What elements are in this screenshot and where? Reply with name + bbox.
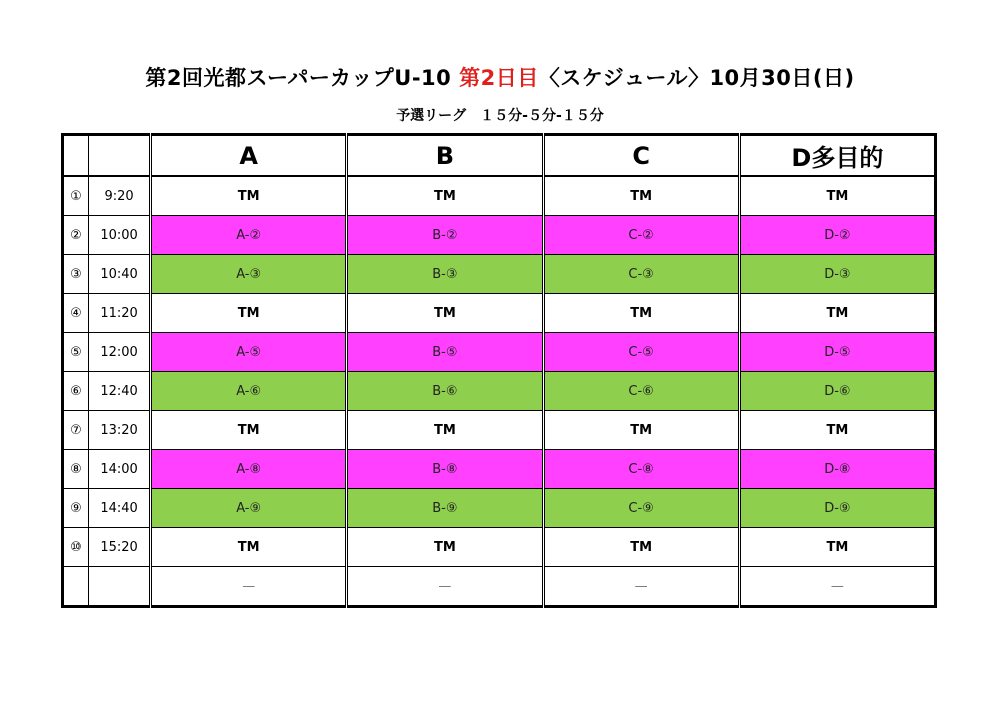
table-row [63,567,936,607]
title-part3: 〈スケジュール〉10月30日(日) [538,66,855,90]
title-day-label: 第2日目 [459,66,539,90]
schedule-cell: A-⑧ [151,450,347,489]
row-number: ② [63,216,89,255]
schedule-cell: A-⑨ [151,489,347,528]
schedule-body [63,176,936,607]
schedule-cell: D-⑥ [739,372,935,411]
schedule-cell: D-⑤ [739,333,935,372]
schedule-cell: — [151,567,347,607]
row-time: 14:40 [89,489,151,528]
schedule-cell: — [347,567,543,607]
header-time [89,135,151,177]
row-number: ⑥ [63,372,89,411]
table-row [63,411,936,450]
schedule-cell: B-⑧ [347,450,543,489]
schedule-cell: TM [543,294,739,333]
schedule-cell: TM [347,411,543,450]
table-row [63,216,936,255]
row-time [89,567,151,607]
schedule-cell: TM [543,528,739,567]
table-row [63,294,936,333]
schedule-cell: C-⑨ [543,489,739,528]
row-number: ④ [63,294,89,333]
row-number: ⑩ [63,528,89,567]
schedule-cell: D-⑨ [739,489,935,528]
row-time: 13:20 [89,411,151,450]
row-time: 11:20 [89,294,151,333]
schedule-cell: B-② [347,216,543,255]
schedule-cell: — [543,567,739,607]
schedule-table [61,133,937,608]
schedule-cell: B-⑤ [347,333,543,372]
schedule-cell: A-⑤ [151,333,347,372]
schedule-cell: C-③ [543,255,739,294]
schedule-cell: TM [151,411,347,450]
header-col-b: B [347,135,543,177]
row-time: 15:20 [89,528,151,567]
row-number [63,567,89,607]
schedule-cell: A-⑥ [151,372,347,411]
schedule-cell: B-⑨ [347,489,543,528]
header-num [63,135,89,177]
header-col-c: C [543,135,739,177]
row-number: ⑦ [63,411,89,450]
schedule-cell: TM [151,528,347,567]
table-row [63,450,936,489]
header-col-a: A [151,135,347,177]
table-row [63,176,936,216]
schedule-cell: TM [347,528,543,567]
schedule-cell: TM [151,176,347,216]
schedule-cell: — [739,567,935,607]
row-time: 10:00 [89,216,151,255]
schedule-cell: TM [347,176,543,216]
table-row [63,255,936,294]
row-number: ⑤ [63,333,89,372]
row-number: ① [63,176,89,216]
header-row [63,135,936,177]
row-number: ⑨ [63,489,89,528]
schedule-cell: TM [739,294,935,333]
schedule-cell: A-② [151,216,347,255]
schedule-cell: TM [151,294,347,333]
schedule-cell: B-⑥ [347,372,543,411]
row-number: ⑧ [63,450,89,489]
row-time: 14:00 [89,450,151,489]
schedule-cell: C-⑤ [543,333,739,372]
schedule-cell: TM [739,176,935,216]
row-time: 12:40 [89,372,151,411]
schedule-cell: TM [739,528,935,567]
schedule-cell: TM [543,411,739,450]
row-number: ③ [63,255,89,294]
schedule-cell: C-⑥ [543,372,739,411]
table-row [63,528,936,567]
schedule-cell: D-⑧ [739,450,935,489]
table-row [63,333,936,372]
table-row [63,372,936,411]
header-col-d: D多目的 [739,135,935,177]
schedule-cell: C-⑧ [543,450,739,489]
page-subtitle: 予選リーグ １５分-５分-１５分 [396,108,604,124]
schedule-cell: B-③ [347,255,543,294]
row-time: 10:40 [89,255,151,294]
schedule-cell: A-③ [151,255,347,294]
page-title [0,62,1000,92]
schedule-cell: C-② [543,216,739,255]
table-row [63,489,936,528]
schedule-cell: D-② [739,216,935,255]
row-time: 9:20 [89,176,151,216]
schedule-cell: D-③ [739,255,935,294]
schedule-cell: TM [543,176,739,216]
schedule-cell: TM [347,294,543,333]
title-part1: 第2回光都スーパーカップU-10 [145,66,460,90]
row-time: 12:00 [89,333,151,372]
schedule-cell: TM [739,411,935,450]
